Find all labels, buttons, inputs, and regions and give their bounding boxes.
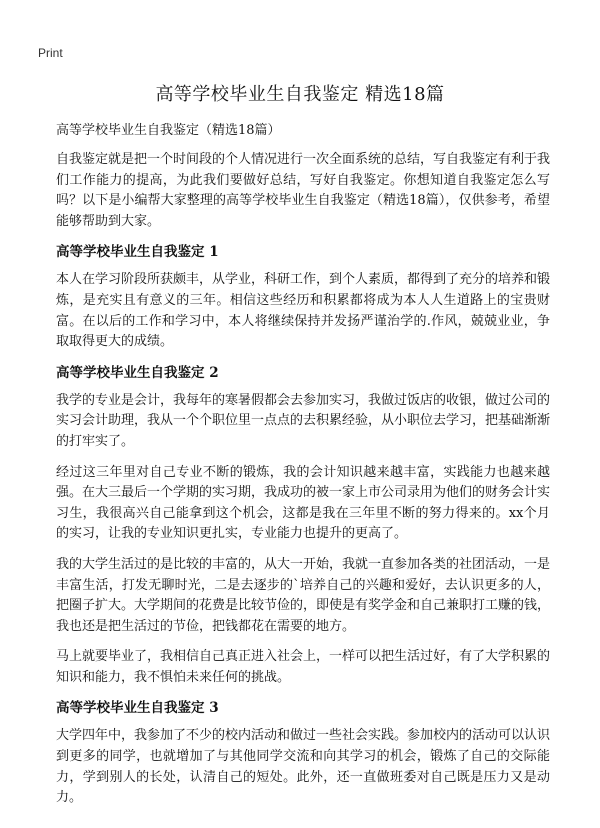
section-heading-2: 高等学校毕业生自我鉴定 2 (56, 364, 219, 381)
section-heading-3: 高等学校毕业生自我鉴定 3 (56, 700, 219, 717)
section-2-paragraph-3: 我的大学生活过的是比较的丰富的，从大一开始，我就一直参加各类的社团活动，一是丰富生活，打发无聊时光，二是去逐步的`培养自己的兴趣和爱好，去认识更多的人，把圈子扩大。大学期间的花费是比较节俭的，即使是有奖学金和自己兼职打工赚的钱，我也还是把生活过的节俭，把钱都花在需要的地方。 (56, 556, 551, 634)
article-body (56, 122, 550, 819)
page-title: 高等学校毕业生自我鉴定 精选18篇 (155, 84, 445, 105)
intro-paragraph: 自我鉴定就是把一个时间段的个人情况进行一次全面系统的总结，写自我鉴定有利于我们工作能力的提高，为此我们要做好总结，写好自我鉴定。你想知道自我鉴定怎么写吗？以下是小编帮大家整理的高等学校毕业生自我鉴定（精选18篇），仅供参考，希望能够帮助到大家。 (56, 152, 551, 229)
print-label[interactable]: Print (38, 46, 63, 60)
section-2-paragraph-4: 马上就要毕业了，我相信自己真正进入社会上，一样可以把生活过好，有了大学积累的知识和能力，我不惧怕未来任何的挑战。 (56, 649, 551, 685)
section-2-paragraph-2: 经过这三年里对自己专业不断的锻炼，我的会计知识越来越丰富，实践能力也越来越强。在大三最后一个学期的实习期，我成功的被一家上市公司录用为他们的财务会计实习生，我很高兴自己能拿到这个机会，这都是我在三年里不断的努力得来的。xx个月的实习，让我的专业知识更扎实，专业能力也提升的更高了。 (56, 464, 551, 542)
section-heading-1: 高等学校毕业生自我鉴定 1 (56, 244, 219, 261)
section-1-paragraph-1: 本人在学习阶段所获颇丰，从学业，科研工作，到个人素质，都得到了充分的培养和锻炼，是充实且有意义的三年。相信这些经历和积累都将成为本人人生道路上的宝贵财富。在以后的工作和学习中，本人将继续保持并发扬严谨治学的.作风，兢兢业业，争取取得更大的成绩。 (56, 272, 551, 350)
article-subtitle: 高等学校毕业生自我鉴定（精选18篇） (56, 123, 281, 138)
section-3-paragraph-1: 大学四年中，我参加了不少的校内活动和做过一些社会实践。参加校内的活动可以认识到更多的同学，也就增加了与其他同学交流和向其学习的机会，锻炼了自己的交际能力，学到别人的长处，认清自己的短处。此外，还一直做班委对自己既是压力又是动力。 (56, 728, 551, 806)
section-2-paragraph-1: 我学的专业是会计，我每年的寒暑假都会去参加实习，我做过饭店的收银，做过公司的实习会计助理，我从一个个职位里一点点的去积累经验，从小职位去学习，把基础渐渐的打牢实了。 (56, 392, 551, 449)
